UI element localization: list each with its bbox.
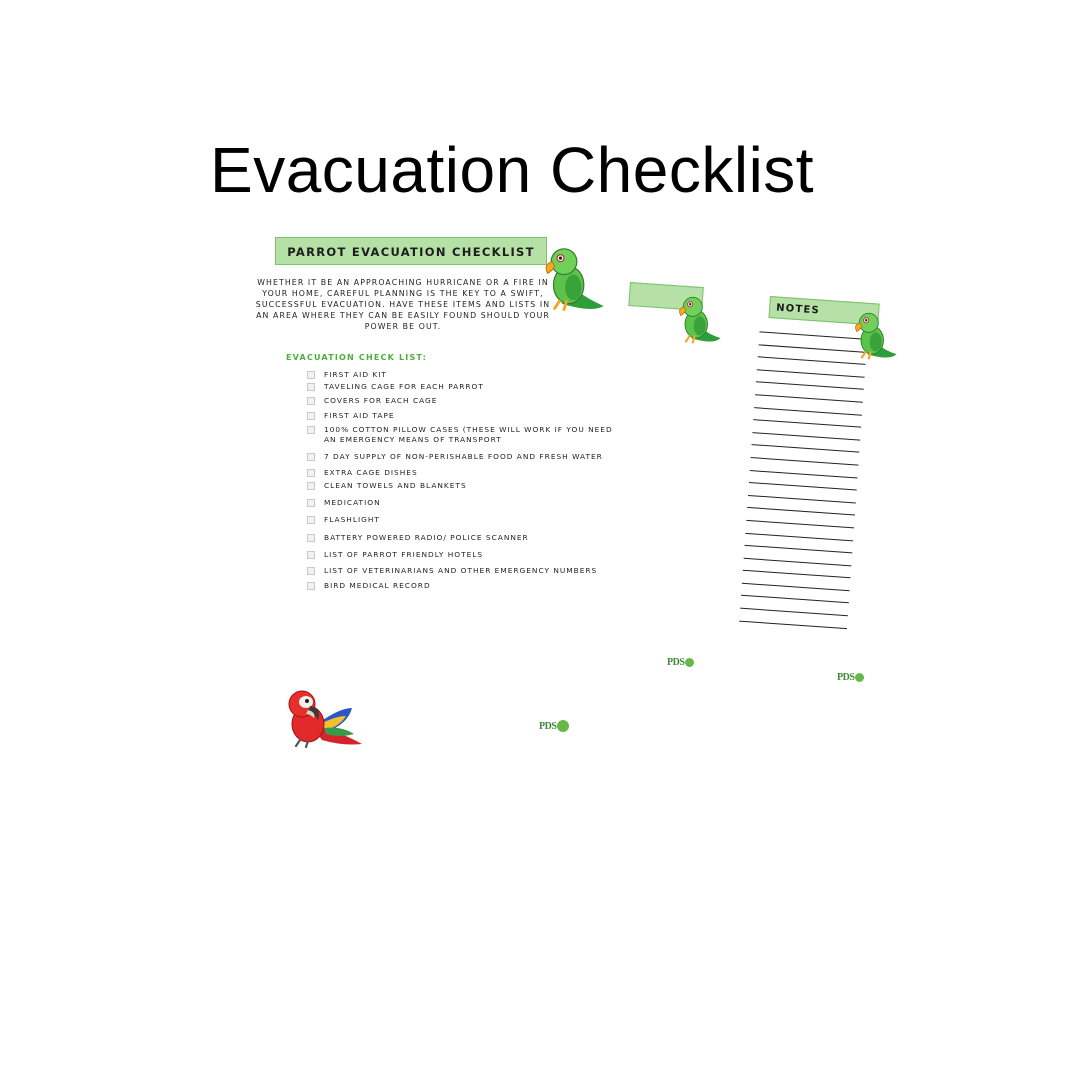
checklist-item[interactable] xyxy=(307,581,614,591)
note-line xyxy=(752,432,860,441)
checkbox[interactable] xyxy=(307,516,315,524)
checklist-item[interactable] xyxy=(307,370,614,380)
checkbox[interactable] xyxy=(307,412,315,420)
intro-text: WHETHER IT BE AN APPROACHING HURRICANE OR A FIRE IN YOUR HOME, CAREFUL PLANNING IS THE KEY TO A SWIFT, SUCCESSFUL EVACUATION. HAVE THESE ITEMS AND LISTS IN AN AREA WHERE THEY CAN BE EASILY FOUND SHOULD YOUR POWER BE OUT. xyxy=(255,278,551,331)
checklist-item-label: TAVELING CAGE FOR EACH PARROT xyxy=(324,382,484,391)
note-line xyxy=(756,382,864,391)
checklist-item[interactable] xyxy=(307,481,614,491)
checklist-item-label: LIST OF PARROT FRIENDLY HOTELS xyxy=(324,550,484,559)
note-line xyxy=(755,394,863,403)
checklist-title: PARROT EVACUATION CHECKLIST xyxy=(275,237,547,265)
checkbox[interactable] xyxy=(307,453,315,461)
checklist-item-label: CLEAN TOWELS AND BLANKETS xyxy=(324,481,467,490)
checklist-item[interactable] xyxy=(307,515,614,525)
checklist-item[interactable] xyxy=(307,498,614,508)
note-line xyxy=(745,545,853,554)
checklist-item[interactable] xyxy=(307,452,614,462)
checkbox[interactable] xyxy=(307,383,315,391)
checklist-item-label: 100% COTTON PILLOW CASES (THESE WILL WORK IF YOU NEED AN EMERGENCY MEANS OF TRANSPORT xyxy=(324,425,613,444)
checklist-item[interactable] xyxy=(307,533,614,543)
note-line xyxy=(749,482,857,491)
checklist-item[interactable] xyxy=(307,550,614,560)
notes-title: NOTES xyxy=(768,296,879,326)
notes-lines xyxy=(739,331,877,629)
checkbox[interactable] xyxy=(307,582,315,590)
checklist-item[interactable] xyxy=(307,566,614,576)
checklist-item-label: COVERS FOR EACH CAGE xyxy=(324,396,438,405)
logo-text: PDS xyxy=(667,657,685,668)
note-line xyxy=(757,369,865,378)
macaw-parrot-icon xyxy=(282,686,364,748)
note-line xyxy=(739,620,847,629)
checkbox[interactable] xyxy=(307,482,315,490)
checkbox[interactable] xyxy=(307,469,315,477)
checkbox[interactable] xyxy=(307,397,315,405)
note-line xyxy=(750,470,858,479)
note-line xyxy=(744,557,852,566)
checkbox[interactable] xyxy=(307,426,315,434)
note-line xyxy=(751,457,859,466)
green-parrot-icon xyxy=(672,293,724,345)
note-line xyxy=(753,419,861,428)
note-line xyxy=(748,495,856,504)
checklist-item-label: BIRD MEDICAL RECORD xyxy=(324,581,431,590)
checkbox[interactable] xyxy=(307,499,315,507)
note-line xyxy=(741,595,849,604)
note-line xyxy=(740,608,848,617)
note-line xyxy=(743,570,851,579)
checklist-item-label: MEDICATION xyxy=(324,498,381,507)
checklist-item[interactable] xyxy=(307,468,614,478)
checkbox[interactable] xyxy=(307,567,315,575)
checklist-item-label: FIRST AID KIT xyxy=(324,370,387,379)
note-line xyxy=(742,583,850,592)
checklist-item[interactable] xyxy=(307,411,614,421)
checklist-item-label: LIST OF VETERINARIANS AND OTHER EMERGENCY NUMBERS xyxy=(324,566,598,575)
note-line xyxy=(745,532,853,541)
note-line xyxy=(752,444,860,453)
checklist-item-label: 7 DAY SUPPLY OF NON-PERISHABLE FOOD AND FRESH WATER xyxy=(324,452,603,461)
checkbox[interactable] xyxy=(307,534,315,542)
pds-logo-icon xyxy=(667,657,694,668)
section-label: EVACUATION CHECK LIST: xyxy=(286,353,428,362)
logo-text: PDS xyxy=(837,672,855,683)
checklist-item-label: FLASHLIGHT xyxy=(324,515,380,524)
note-line xyxy=(746,520,854,529)
pds-logo-icon xyxy=(539,720,569,732)
logo-text: PDS xyxy=(539,720,557,732)
checkbox[interactable] xyxy=(307,551,315,559)
checklist-item-label: BATTERY POWERED RADIO/ POLICE SCANNER xyxy=(324,533,529,542)
checklist-item-label: FIRST AID TAPE xyxy=(324,411,395,420)
page-heading: Evacuation Checklist xyxy=(210,134,815,206)
checkbox[interactable] xyxy=(307,371,315,379)
checklist-item[interactable] xyxy=(307,382,614,392)
checklist-item-label: EXTRA CAGE DISHES xyxy=(324,468,418,477)
checklist-item[interactable] xyxy=(307,396,614,406)
checklist-item[interactable] xyxy=(307,425,614,445)
note-line xyxy=(747,507,855,516)
pds-logo-icon xyxy=(837,672,864,683)
note-line xyxy=(754,407,862,416)
green-parrot-icon xyxy=(848,309,900,361)
